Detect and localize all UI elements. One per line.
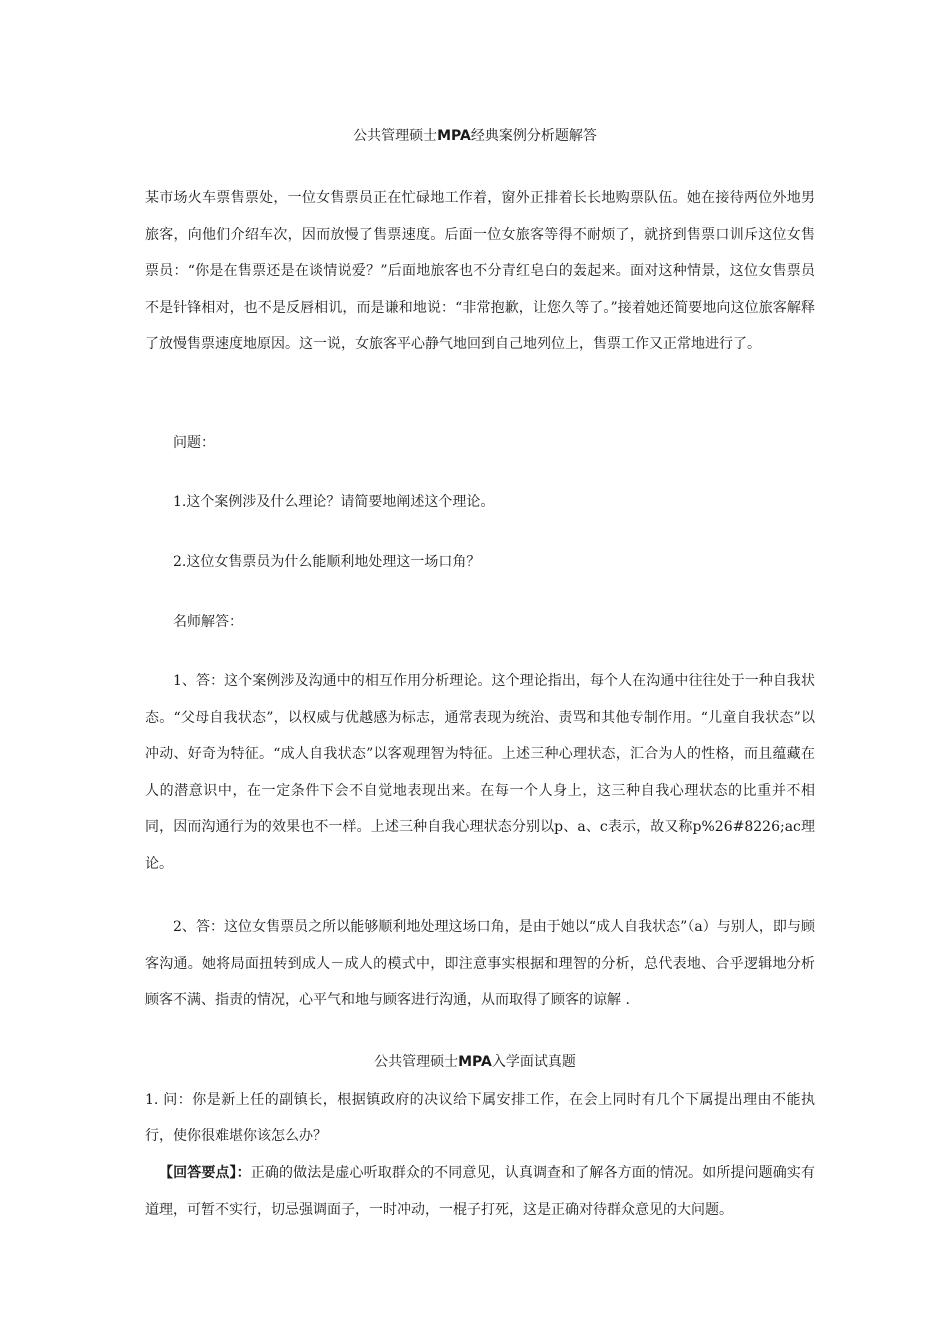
title-bold: MPA bbox=[437, 128, 471, 144]
questions-label: 问题： bbox=[173, 435, 215, 451]
document-title bbox=[0, 126, 950, 146]
answers-label: 名师解答： bbox=[173, 614, 243, 630]
answer-2-paragraph: 2、答：这位女售票员之所以能够顺利地处理这场口角，是由于她以“成人自我状态”（a）与别人，即与顾客沟通。她将局面扭转到成人－成人的模式中，即注意事实根据和理智的分析，总代表地、合乎逻辑地分析顾客不满、指责的情况，心平气和地与顾客进行沟通，从而取得了顾客的谅解 . bbox=[145, 919, 815, 1009]
question-1: 1.这个案例涉及什么理论？请简要地阐述这个理论。 bbox=[173, 494, 495, 510]
answer-tip-text: 正确的做法是虚心听取群众的不同意见，认真调查和了解各方面的情况。如所提问题确实有道理，可暂不实行，切忌强调面子，一时冲动，一棍子打死，这是正确对待群众意见的大问题。 bbox=[145, 1165, 816, 1218]
case-paragraph: 某市场火车票售票处，一位女售票员正在忙碌地工作着，窗外正排着长长地购票队伍。她在接待两位外地男旅客，向他们介绍车次，因而放慢了售票速度。后面一位女旅客等得不耐烦了，就挤到售票口训斥这位女售票员：“你是在售票还是在谈情说爱？”后面地旅客也不分青红皂白的轰起来。面对这种情景，这位女售票员不是针锋相对，也不是反唇相讥，而是谦和地说：“非常抱歉，让您久等了。”接着她还简要地向这位旅客解释了放慢售票速度地原因。这一说，女旅客平心静气地回到自己地列位上，售票工作又正常地进行了。 bbox=[145, 190, 815, 353]
interview-title-bold: MPA bbox=[458, 1054, 492, 1070]
question-2: 2.这位女售票员为什么能顺利地处理这一场口角？ bbox=[173, 554, 481, 570]
interview-title-suffix: 入学面试真题 bbox=[491, 1054, 576, 1070]
answer-1-paragraph: 1、答：这个案例涉及沟通中的相互作用分析理论。这个理论指出，每个人在沟通中往往处于一种自我状态。“父母自我状态”，以权威与优越感为标志，通常表现为统治、责骂和其他专制作用。“儿童自我状态”以冲动、好奇为特征。“成人自我状态”以客观理智为特征。上述三种心理状态，汇合为人的性格，而且蕴藏在人的潜意识中，在一定条件下会不自觉地表现出来。在每一个人身上，这三种自我心理状态的比重并不相同，因而沟通行为的效果也不一样。上述三种自我心理状态分别以p、a、c表示，故又称p%26#8226;ac理论。 bbox=[145, 673, 815, 872]
title-prefix: 公共管理硕士 bbox=[353, 128, 438, 144]
interview-title bbox=[0, 1052, 950, 1072]
interview-question-1: 1. 问：你是新上任的副镇长，根据镇政府的决议给下属安排工作，在会上同时有几个下属提出理由不能执行，使你很难堪你该怎么办？ bbox=[145, 1092, 815, 1144]
answer-tip-label: 【回答要点】： bbox=[159, 1165, 251, 1181]
interview-title-prefix: 公共管理硕士 bbox=[374, 1054, 459, 1070]
answer-tip-paragraph bbox=[145, 1155, 815, 1229]
title-suffix: 经典案例分析题解答 bbox=[470, 128, 597, 144]
